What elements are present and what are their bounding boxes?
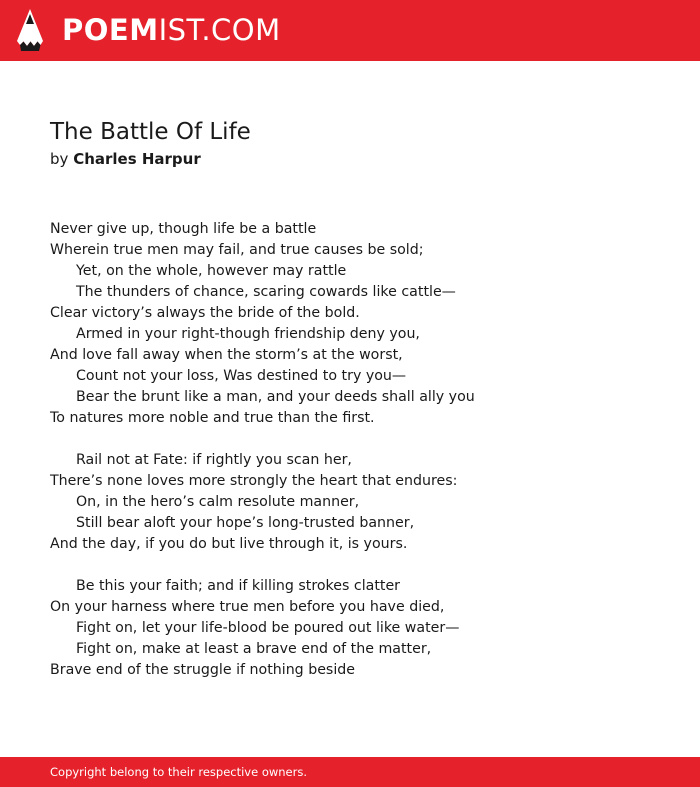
poem-line: Fight on, let your life-blood be poured out like water—	[76, 620, 460, 636]
poem-line: Be this your faith; and if killing strokes clatter	[76, 578, 401, 594]
poem-body	[50, 219, 670, 702]
poem-line: To natures more noble and true than the first.	[50, 410, 375, 426]
poem-stanza	[50, 219, 670, 429]
poem-author: Charles Harpur	[73, 150, 201, 168]
poem-line: Wherein true men may fail, and true causes be sold;	[50, 242, 424, 258]
poem-line: On your harness where true men before you have died,	[50, 599, 445, 615]
by-label: by	[50, 150, 69, 168]
poem-line: And the day, if you do but live through it, is yours.	[50, 536, 408, 552]
poem-line: Never give up, though life be a battle	[50, 221, 317, 237]
copyright-notice: Copyright belong to their respective owners.	[50, 765, 308, 779]
poem-line: Count not your loss, Was destined to try you—	[76, 368, 407, 384]
poem-line: Fight on, make at least a brave end of the matter,	[76, 641, 432, 657]
poem-line: The thunders of chance, scaring cowards like cattle—	[76, 284, 456, 300]
poem-line: On, in the hero’s calm resolute manner,	[76, 494, 360, 510]
logo-text-bold: POEM	[62, 13, 159, 47]
poem-line: Armed in your right-though friendship deny you,	[76, 326, 420, 342]
poem-line: Still bear aloft your hope’s long-trusted banner,	[76, 515, 415, 531]
poem-line: Bear the brunt like a man, and your deeds shall ally you	[76, 389, 475, 405]
poem-stanza	[50, 450, 670, 555]
poem-byline	[50, 149, 201, 169]
poem-title: The Battle Of Life	[50, 119, 251, 145]
site-footer	[0, 757, 700, 787]
poem-line: Clear victory’s always the bride of the bold.	[50, 305, 360, 321]
poem-line: And love fall away when the storm’s at the worst,	[50, 347, 403, 363]
poem-line: Rail not at Fate: if rightly you scan her,	[76, 452, 352, 468]
poem-stanza	[50, 576, 670, 681]
poem-line: Brave end of the struggle if nothing beside	[50, 662, 356, 678]
poem-line: Yet, on the whole, however may rattle	[76, 263, 347, 279]
logo-text-thin: IST.COM	[158, 13, 281, 47]
site-logo-link[interactable]	[62, 13, 281, 47]
poem-line: There’s none loves more strongly the heart that endures:	[50, 473, 458, 489]
site-header	[0, 0, 700, 61]
pencil-icon	[17, 9, 43, 51]
